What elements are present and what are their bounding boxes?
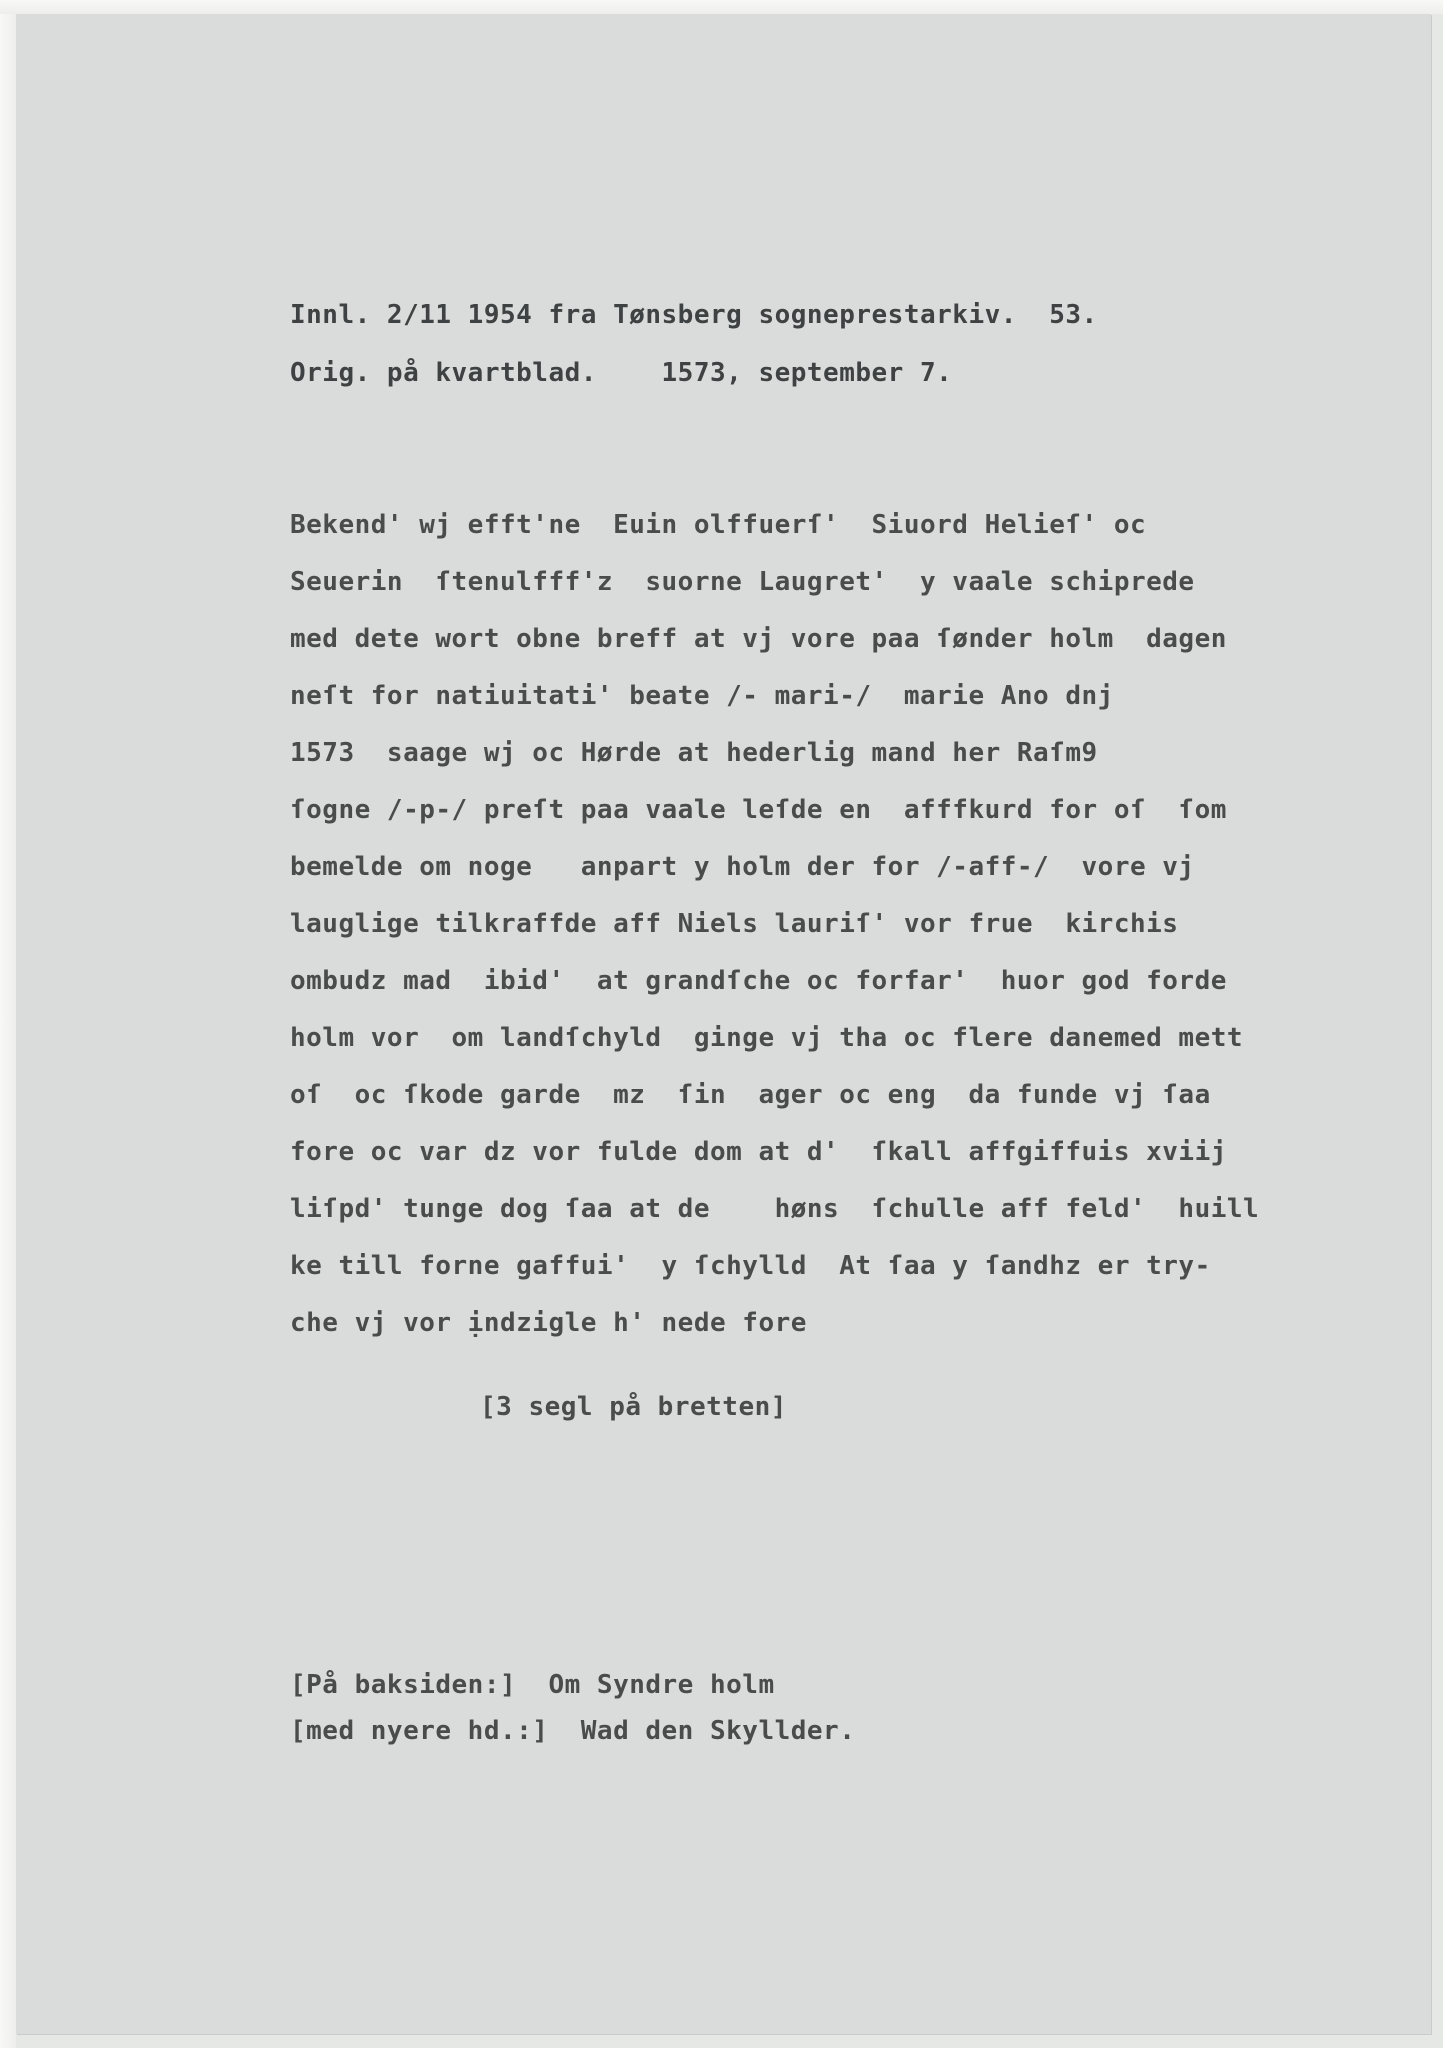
verso-line-backside: [På baksiden:] Om Syndre holm — [290, 1670, 775, 1700]
transcript-line: fore oc var dz vor fulde dom at d' ſkall affgiffuis xviij — [290, 1137, 1227, 1167]
seal-note: [3 segl på bretten] — [480, 1392, 787, 1422]
transcript-line: holm vor om landſchyld ginge vj tha oc flere danemed mett — [290, 1023, 1244, 1053]
header-provenance-line: Innl. 2/11 1954 fra Tønsberg sogneprestarkiv. 53. — [290, 300, 1098, 330]
scan-border-top — [0, 0, 1443, 14]
transcript-line: liſpd' tunge dog ſaa at de høns ſchulle aff feld' huill — [290, 1194, 1260, 1224]
transcript-line: bemelde om noge anpart y holm der for /-aff-/ vore vj — [290, 852, 1195, 882]
scan-border-left — [0, 0, 16, 2048]
header-date-line: Orig. på kvartblad. 1573, september 7. — [290, 358, 953, 388]
transcript-line: Seuerin ſtenulfff'z suorne Laugret' y vaale schiprede — [290, 567, 1195, 597]
verso-notes — [290, 1670, 1390, 1780]
transcript-line: ombudz mad ibid' at grandſche oc forfar' huor god forde — [290, 966, 1227, 996]
transcript-body — [290, 510, 1390, 1450]
archive-header — [290, 300, 1390, 410]
transcript-line: Bekend' wj efft'ne Euin olffuerſ' Siuord Helieſ' oc — [290, 510, 1147, 540]
transcript-line: neſt for natiuitati' beate /- mari-/ marie Ano dnj — [290, 681, 1114, 711]
transcript-line: ſogne /-p-/ preſt paa vaale leſde en afffkurd for oſ ſom — [290, 795, 1227, 825]
transcript-line: ke till forne gaffui' y ſchylld At ſaa y ſandhz er try- — [290, 1251, 1211, 1281]
transcript-line: oſ oc ſkode garde mz ſin ager oc eng da funde vj ſaa — [290, 1080, 1211, 1110]
transcript-line: che vj vor ịndzigle h' nede fore — [290, 1308, 807, 1338]
transcript-line: 1573 saage wj oc Hørde at hederlig mand her Raſm9 — [290, 738, 1098, 768]
verso-line-later-hand: [med nyere hd.:] Wad den Skyllder. — [290, 1716, 856, 1746]
transcript-line: med dete wort obne breff at vj vore paa ſønder holm dagen — [290, 624, 1227, 654]
transcript-line: lauglige tilkraffde aff Niels lauriſ' vor frue kirchis — [290, 909, 1179, 939]
